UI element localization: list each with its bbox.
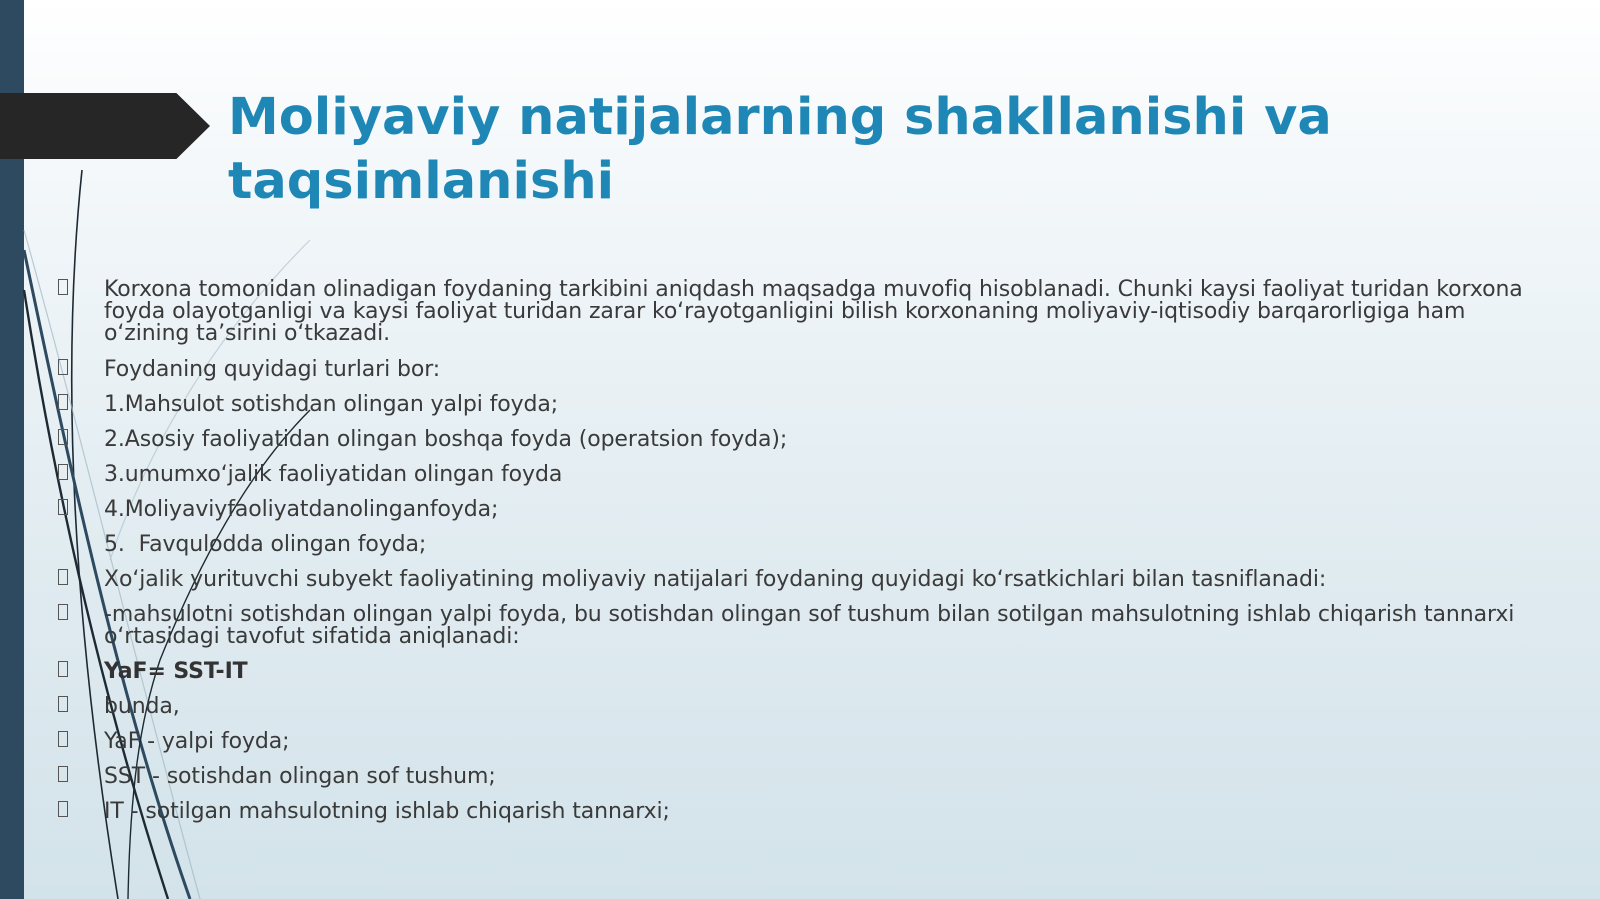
bullet-text: bunda, [104,694,180,719]
bullet-text: 1.Mahsulot sotishdan olingan yalpi foyda; [104,392,559,417]
bullet-icon [58,569,68,585]
bullet-text: SST - sotishdan olingan sof tushum; [104,764,496,789]
bullet-icon [58,766,68,782]
bullet-icon [58,464,68,480]
bullet-text: YaF - yalpi foyda; [104,729,290,754]
formula-text: YaF= SST-IT [104,659,248,684]
bullet-text: Xo‘jalik yurituvchi subyekt faoliyatining moliyaviy natijalari foydaning quyidagi ko‘rsatkichlari bilan tasniflanadi: [104,567,1327,592]
bullet-icon [58,661,68,677]
bullet-icon [58,429,68,445]
bullet-icon [58,696,68,712]
slide-title: Moliyaviy natijalarning shakllanishi va taqsimlanishi [228,88,1332,211]
bullet-text: 4.Moliyaviyfaoliyatdanolinganfoyda; [104,497,499,522]
bullet-text: -mahsulotni sotishdan olingan yalpi foyda, bu sotishdan olingan sof tushum bilan sotilgan mahsulotning ishlab chiqarish tannarxi o‘rtasidagi tavofut sifatida aniqlanadi: [104,602,1515,649]
bullet-text: 5. Favqulodda olingan foyda; [104,532,427,557]
bullet-text: 2.Asosiy faoliyatidan olingan boshqa foyda (operatsion foyda); [104,427,788,452]
bullet-icon [58,801,68,817]
bullet-text: 3.umumxo‘jalik faoliyatidan olingan foyda [104,462,563,487]
bullet-icon [58,359,68,375]
bullet-icon [58,394,68,410]
bullet-icon [58,279,68,295]
bullet-text: Foydaning quyidagi turlari bor: [104,357,441,382]
bullet-icon [58,604,68,620]
bullet-text: Korxona tomonidan olinadigan foydaning tarkibini aniqdash maqsadga muvofiq hisoblanadi. Chunki kaysi faoliyat turidan korxona foyda olayotganligi va kaysi faoliyat turidan zarar ko‘rayotganligini bilish korxonaning moliyaviy-iqtisodiy barqarorligiga ham o‘zining ta’sirini o‘tkazadi. [104,277,1523,346]
bullet-text: IT - sotilgan mahsulotning ishlab chiqarish tannarxi; [104,799,670,824]
bullet-icon [58,731,68,747]
bullet-icon [58,499,68,515]
